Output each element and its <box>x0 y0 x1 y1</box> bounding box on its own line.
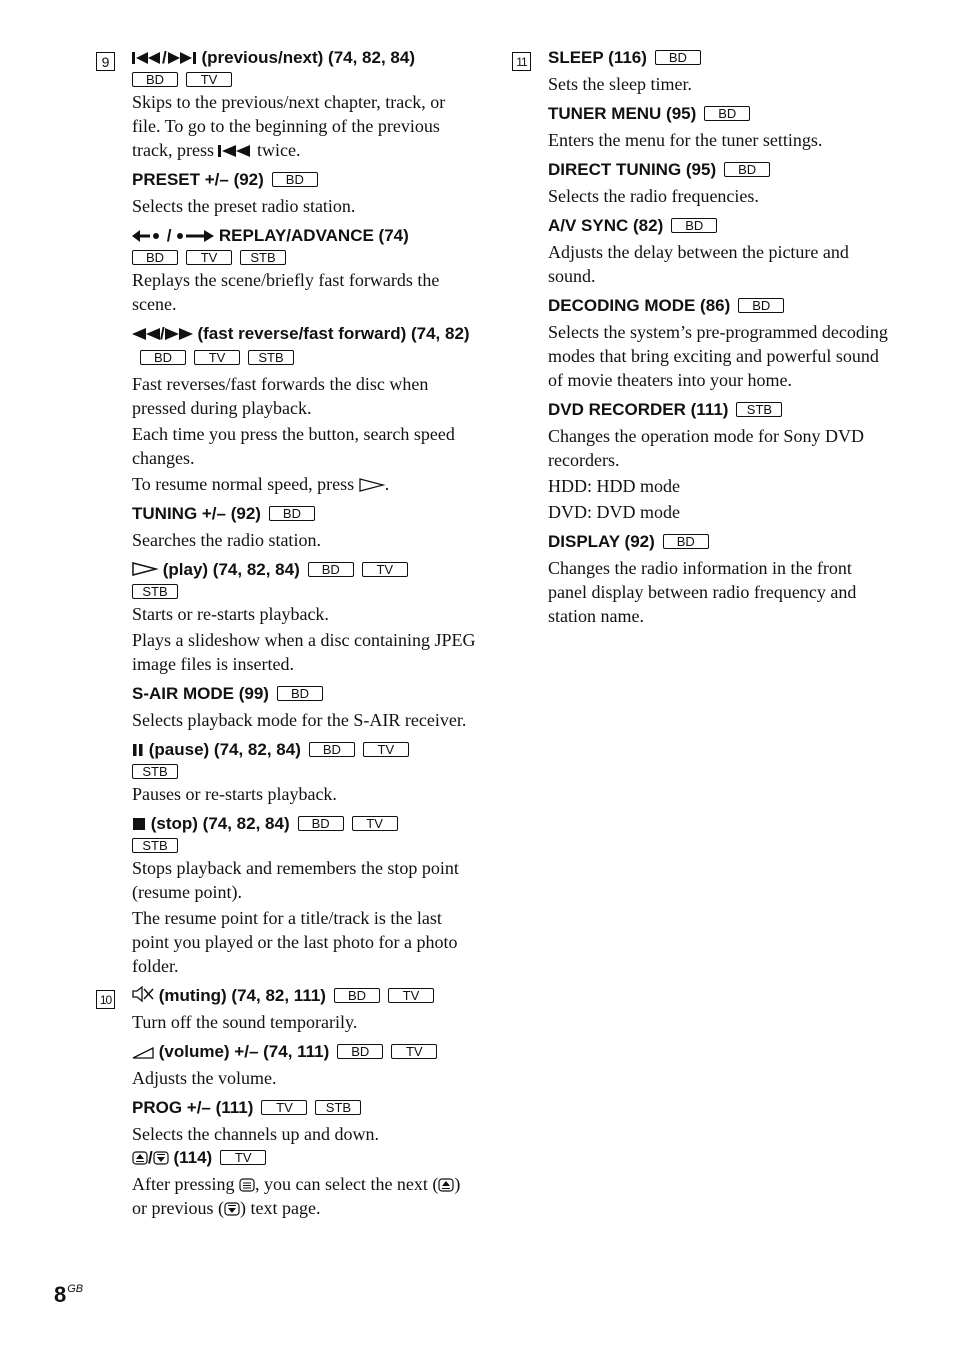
entry-description: Selects the preset radio station. <box>132 196 356 216</box>
entry-description: Adjusts the volume. <box>132 1068 277 1088</box>
entry-play <box>132 558 476 676</box>
entry-description: Starts or re-starts playback. <box>132 604 329 624</box>
entry-tuner-menu <box>548 102 892 152</box>
entry-title <box>132 738 476 762</box>
badge-tv: TV <box>352 816 398 831</box>
badge-bd: BD <box>272 172 318 187</box>
desc-text: ) text page. <box>239 1198 321 1218</box>
desc-text: , you can select the next ( <box>254 1174 439 1194</box>
entry-title-text: (muting) (74, 82, 111) <box>158 986 326 1005</box>
entry-title <box>548 398 892 422</box>
entry-title-text: (play) (74, 82, 84) <box>162 560 300 579</box>
entry-description: Searches the radio station. <box>132 530 321 550</box>
play-icon <box>132 561 158 577</box>
badge-tv: TV <box>363 742 409 757</box>
badge-tv: TV <box>391 1044 437 1059</box>
entry-muting <box>132 984 476 1034</box>
desc-text: Skips to the previous/next chapter, track, or file. To go to the beginning of the previous track, press <box>132 92 446 160</box>
entry-title <box>132 812 476 836</box>
entry-title <box>132 1096 476 1120</box>
entry-title-text: (114) <box>173 1148 213 1167</box>
entry-title <box>548 530 892 554</box>
entry-description: DVD: DVD mode <box>548 502 680 522</box>
entry-title <box>548 214 892 238</box>
badge-row <box>132 838 476 856</box>
entry-title <box>132 1040 476 1064</box>
entry-description: Replays the scene/briefly fast forwards the scene. <box>132 270 440 314</box>
section-number: 9 <box>96 52 115 71</box>
entry-description <box>132 1172 476 1220</box>
page-number-value: 8 <box>54 1282 67 1307</box>
entry-description: Each time you press the button, search speed changes. <box>132 424 455 468</box>
badge-bd: BD <box>309 742 355 757</box>
entry-title <box>132 984 476 1008</box>
badge-tv: TV <box>186 250 232 265</box>
badge-tv: TV <box>220 1150 266 1165</box>
badge-tv: TV <box>261 1100 307 1115</box>
entry-fast-reverse-forward <box>132 322 476 496</box>
badge-tv: TV <box>362 562 408 577</box>
entry-av-sync <box>548 214 892 288</box>
entry-title-text: (stop) (74, 82, 84) <box>150 814 290 833</box>
badge-bd: BD <box>132 250 178 265</box>
badge-tv: TV <box>194 350 240 365</box>
badge-bd: BD <box>269 506 315 521</box>
entry-sleep <box>548 46 892 96</box>
badge-tv: TV <box>186 72 232 87</box>
section-9 <box>96 46 476 978</box>
entry-title-text: DECODING MODE (86) <box>548 296 731 315</box>
page-number-suffix: GB <box>67 1283 84 1295</box>
entry-title: / (114) TV <box>132 1146 476 1170</box>
badge-row <box>132 584 476 602</box>
entry-title <box>132 168 476 192</box>
badge-tv: TV <box>388 988 434 1003</box>
play-icon <box>359 477 385 493</box>
entry-direct-tuning <box>548 158 892 208</box>
badge-bd: BD <box>655 50 701 65</box>
entry-title <box>548 158 892 182</box>
badge-stb: STB <box>132 838 178 853</box>
badge-bd: BD <box>337 1044 383 1059</box>
text-page-down-icon <box>224 1201 240 1217</box>
entry-title <box>132 682 476 706</box>
entry-title-text: DISPLAY (92) <box>548 532 655 551</box>
entry-tuning <box>132 502 476 552</box>
pause-icon <box>132 743 144 757</box>
entry-title-text: SLEEP (116) <box>548 48 647 67</box>
badge-stb: STB <box>315 1100 361 1115</box>
badge-row <box>132 72 476 90</box>
entry-description: Stops playback and remembers the stop point (resume point). <box>132 858 459 902</box>
entry-title: / REPLAY/ADVANCE (74) <box>132 224 476 248</box>
entry-description: HDD: HDD mode <box>548 476 680 496</box>
entry-s-air-mode <box>132 682 476 732</box>
entry-description: Selects the system’s pre-programmed decoding modes that bring exciting and powerful sound of movie theaters into your home. <box>548 322 888 390</box>
entry-description <box>132 472 476 496</box>
text-page-down-icon <box>153 1151 169 1165</box>
previous-icon <box>218 143 252 159</box>
entry-title <box>132 558 476 582</box>
page-number <box>54 1282 83 1308</box>
entry-title-text: DIRECT TUNING (95) <box>548 160 717 179</box>
entry-dvd-recorder <box>548 398 892 524</box>
desc-text: twice. <box>256 140 301 160</box>
badge-bd: BD <box>140 350 186 365</box>
desc-text: After pressing <box>132 1174 235 1194</box>
section-11 <box>512 46 892 628</box>
entry-title <box>132 502 476 526</box>
entry-description: Selects playback mode for the S-AIR receiver. <box>132 710 467 730</box>
badge-bd: BD <box>671 218 717 233</box>
badge-bd: BD <box>724 162 770 177</box>
badge-bd: BD <box>277 686 323 701</box>
badge-bd: BD <box>738 298 784 313</box>
entry-title: / (previous/next) (74, 82, 84) <box>132 46 476 70</box>
badge-bd: BD <box>298 816 344 831</box>
entry-title <box>548 294 892 318</box>
entry-title-text: REPLAY/ADVANCE (74) <box>218 226 409 245</box>
badge-bd: BD <box>663 534 709 549</box>
entry-description: Fast reverses/fast forwards the disc when pressed during playback. <box>132 374 429 418</box>
stop-icon <box>132 817 146 831</box>
entry-description: The resume point for a title/track is the last point you played or the last photo for a photo folder. <box>132 908 458 976</box>
text-icon <box>239 1177 255 1193</box>
entry-title <box>548 102 892 126</box>
entry-title-text: PRESET +/– (92) <box>132 170 264 189</box>
entry-description: Selects the channels up and down. <box>132 1124 379 1144</box>
fast-forward-icon <box>165 327 193 341</box>
previous-icon <box>132 51 162 65</box>
entry-title <box>548 46 892 70</box>
entry-title: / (fast reverse/fast forward) (74, 82)BD TV STB <box>132 322 476 370</box>
advance-icon <box>176 229 214 243</box>
badge-row <box>132 250 476 268</box>
entry-title-text: TUNING +/– (92) <box>132 504 261 523</box>
desc-text: To resume normal speed, press <box>132 474 355 494</box>
entry-preset <box>132 168 476 218</box>
entry-title-text: TUNER MENU (95) <box>548 104 697 123</box>
entry-title-text: (volume) +/– (74, 111) <box>158 1042 330 1061</box>
entry-text-page <box>132 1146 476 1220</box>
entry-volume <box>132 1040 476 1090</box>
fast-reverse-icon <box>132 327 160 341</box>
entry-description: Turn off the sound temporarily. <box>132 1012 358 1032</box>
volume-icon <box>132 1047 154 1059</box>
badge-row <box>132 764 476 782</box>
section-10 <box>96 984 476 1220</box>
badge-bd: BD <box>334 988 380 1003</box>
text-page-up-icon <box>438 1177 454 1193</box>
desc-text: ) or previous ( <box>132 1174 461 1218</box>
section-number: 11 <box>512 52 531 71</box>
entry-title-text: S-AIR MODE (99) <box>132 684 269 703</box>
badge-stb: STB <box>248 350 294 365</box>
entry-prog <box>132 1096 476 1146</box>
replay-icon <box>132 229 162 243</box>
badge-bd: BD <box>704 106 750 121</box>
section-number: 10 <box>96 990 115 1009</box>
badge-bd: BD <box>308 562 354 577</box>
entry-description: Selects the radio frequencies. <box>548 186 759 206</box>
entry-previous-next <box>132 46 476 162</box>
entry-title-text: A/V SYNC (82) <box>548 216 664 235</box>
next-icon <box>167 51 197 65</box>
entry-pause <box>132 738 476 806</box>
left-column <box>96 42 476 1226</box>
right-column <box>512 42 892 634</box>
entry-stop <box>132 812 476 978</box>
entry-title-text: PROG +/– (111) <box>132 1098 254 1117</box>
desc-text: . <box>384 474 390 494</box>
entry-display <box>548 530 892 628</box>
entry-description: Changes the operation mode for Sony DVD recorders. <box>548 426 864 470</box>
badge-stb: STB <box>736 402 782 417</box>
entry-replay-advance <box>132 224 476 316</box>
entry-title-text: (pause) (74, 82, 84) <box>148 740 301 759</box>
entry-description: Sets the sleep timer. <box>548 74 692 94</box>
text-page-up-icon <box>132 1151 148 1165</box>
badge-bd: BD <box>132 72 178 87</box>
muting-icon <box>132 985 154 1003</box>
entry-description: Changes the radio information in the front panel display between radio frequency and station name. <box>548 558 857 626</box>
badge-stb: STB <box>240 250 286 265</box>
badge-stb: STB <box>132 764 178 779</box>
entry-title-text: DVD RECORDER (111) <box>548 400 729 419</box>
entry-description <box>132 90 476 162</box>
badge-stb: STB <box>132 584 178 599</box>
entry-decoding-mode <box>548 294 892 392</box>
entry-description: Adjusts the delay between the picture and sound. <box>548 242 849 286</box>
entry-description: Plays a slideshow when a disc containing JPEG image files is inserted. <box>132 630 476 674</box>
entry-description: Enters the menu for the tuner settings. <box>548 130 823 150</box>
entry-description: Pauses or re-starts playback. <box>132 784 337 804</box>
